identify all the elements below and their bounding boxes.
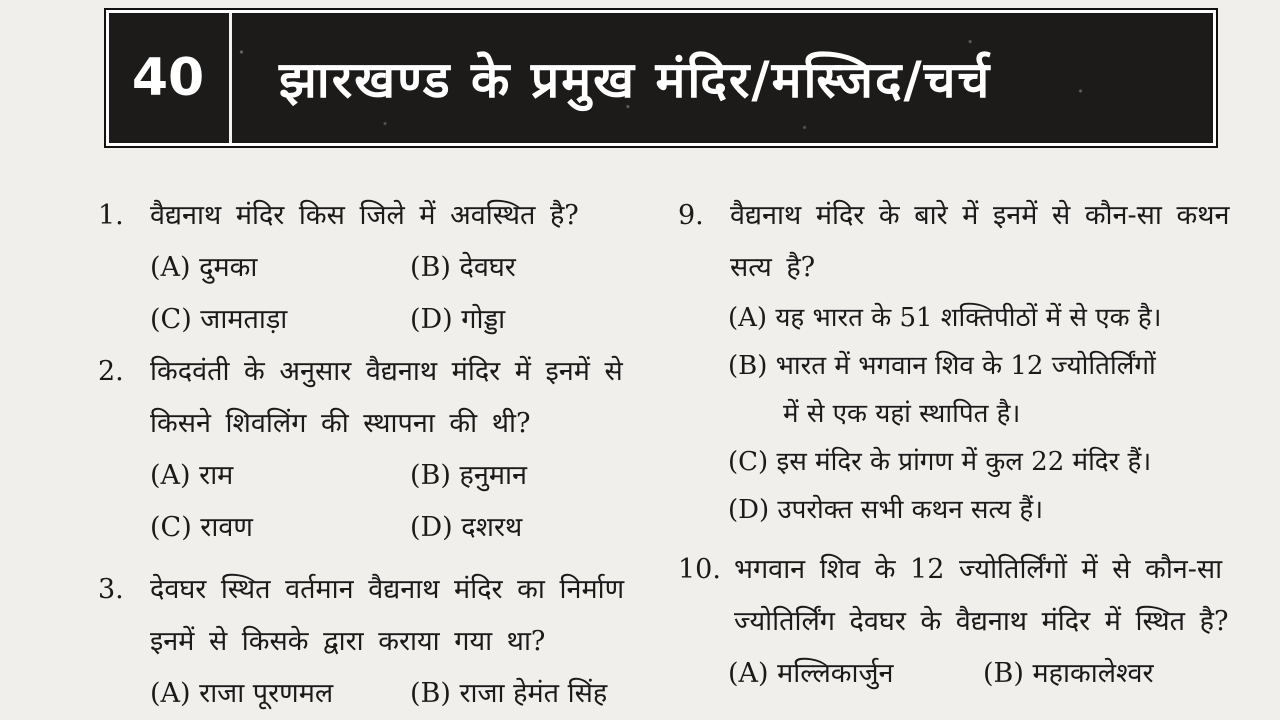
option-b: (B) देवघर (410, 252, 516, 283)
question-3 (98, 564, 658, 668)
banner-background (109, 13, 1213, 143)
option-a: (A) राम (150, 460, 234, 491)
option-d: (D) दशरथ (410, 512, 523, 543)
question-2 (98, 346, 658, 450)
question-1-options (150, 242, 658, 346)
question-text: भगवान शिव के 12 ज्योतिर्लिंगों में से कौन-सा ज्योतिर्लिंग देवघर के वैद्यनाथ मंदिर में स्थित है? (734, 554, 1229, 637)
option-b: (B) हनुमान (410, 460, 527, 491)
banner-divider (229, 13, 232, 143)
question-text: किदवंती के अनुसार वैद्यनाथ मंदिर में इनमें से किसने शिवलिंग की स्थापना की थी? (150, 356, 623, 439)
option-d: (D) गोड्डा (410, 304, 506, 335)
question-1 (98, 190, 658, 242)
option-a: (A) मल्लिकार्जुन (728, 658, 894, 689)
option-d: (D) उपरोक्त सभी कथन सत्य हैं। (728, 495, 1044, 525)
option-c: (C) जामताड़ा (150, 304, 288, 335)
left-column (98, 190, 658, 720)
option-c: (C) इस मंदिर के प्रांगण में कुल 22 मंदिर हैं। (728, 447, 1152, 477)
option-a: (A) राजा पूरणमल (150, 678, 334, 709)
question-10 (678, 544, 1238, 648)
option-c: (C) रावण (150, 512, 253, 543)
question-text: वैद्यनाथ मंदिर किस जिले में अवस्थित है? (150, 200, 579, 231)
option-b: (B) भारत में भगवान शिव के 12 ज्योतिर्लिंगों (728, 351, 1156, 381)
option-a: (A) यह भारत के 51 शक्तिपीठों में से एक है। (728, 303, 1162, 333)
option-b-continued: में से एक यहां स्थापित है। (783, 399, 1021, 429)
chapter-banner (104, 8, 1218, 148)
question-3-options (150, 668, 658, 720)
question-number: 3. (98, 574, 124, 605)
question-9 (678, 190, 1238, 294)
chapter-title: झारखण्ड के प्रमुख मंदिर/मस्जिद/चर्च (279, 51, 992, 109)
right-column (678, 190, 1238, 700)
question-text: देवघर स्थित वर्तमान वैद्यनाथ मंदिर का निर्माण इनमें से किसके द्वारा कराया गया था? (150, 574, 625, 657)
chapter-number: 40 (131, 48, 205, 108)
question-2-options (150, 450, 658, 554)
option-b: (B) महाकालेश्वर (983, 658, 1154, 689)
option-b: (B) राजा हेमंत सिंह (410, 678, 608, 709)
question-number: 2. (98, 356, 124, 387)
option-a: (A) दुमका (150, 252, 258, 283)
question-text: वैद्यनाथ मंदिर के बारे में इनमें से कौन-सा कथन सत्य है? (730, 200, 1230, 283)
question-number: 1. (98, 200, 124, 231)
question-number: 9. (678, 200, 704, 231)
question-10-options (678, 648, 1238, 700)
question-number: 10. (678, 554, 721, 585)
